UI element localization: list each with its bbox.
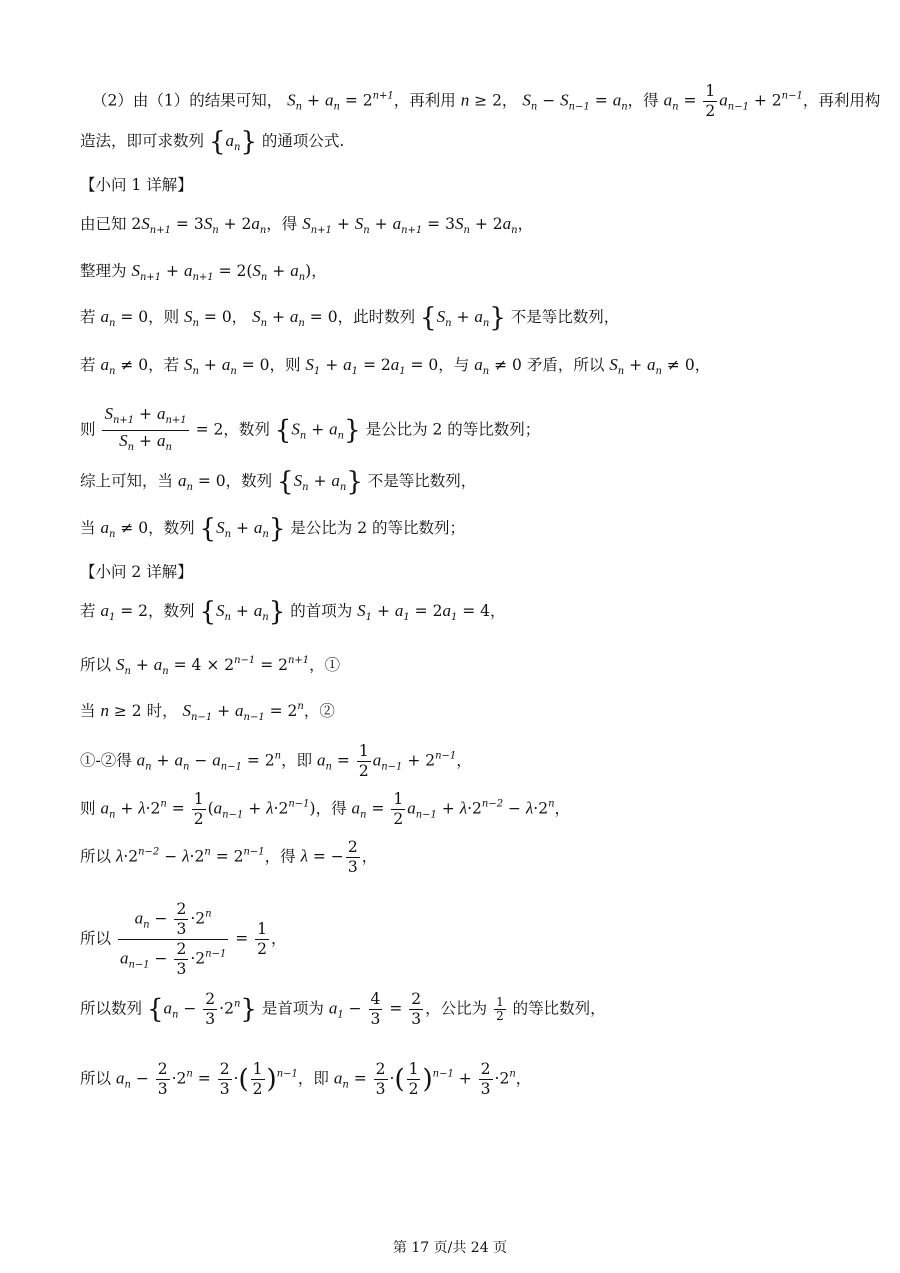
q2-line-2: 所以 $S_n + a_n = 4 \times 2^{n-1} = 2^{n+1}$，①: [80, 655, 341, 677]
analysis-line-2: 造法，即可求数列 $\{a_n\}$ 的通项公式.: [80, 127, 345, 157]
page-footer: 第 17 页/共 24 页: [392, 1240, 508, 1256]
q1-line-4: 若 $a_n \ne 0$，若 $S_n + a_n = 0$，则 $S_1 + a_1 = 2a_1 = 0$，与 $a_n \ne 0$ 矛盾，所以 $S_n + a_n \ne 0$，: [80, 355, 711, 377]
q2-line-6: 所以 $\lambda\cdot 2^{n-2} - \lambda\cdot 2^n = 2^{n-1}$，得 λ = − $\frac{2}{3}$ ，: [80, 838, 378, 876]
q1-line-1: 由已知 $2S_{n+1} = 3S_n + 2a_n$，得 $S_{n+1} + S_n + a_{n+1} = 3S_n + 2a_n$，: [80, 214, 534, 236]
q2-line-3: 当 n ≥ 2 时， $S_{n-1} + a_{n-1} = 2^n$，②: [80, 701, 335, 723]
q1-line-6: 综上可知，当 $a_n = 0$，数列 $\{S_n + a_n\}$ 不是等比数列，: [80, 467, 477, 497]
q1-line-5: 则 $\frac{S_{n+1} + a_{n+1}}{S_n + a_n}$ = 2，数列 $\{S_n + a_n\}$ 是公比为 2 的等比数列；: [80, 404, 541, 453]
q2-line-5: 则 $a_n + \lambda\cdot 2^n$ = $\frac{1}{2}$ $(a_{n-1} + \lambda\cdot 2^{n-1})$，得 $a_n$ = $\frac{1}{2}$ $a_{n-1} + \lambda\cdot 2^{n-2} - \lambda\cdot 2^n$，: [80, 790, 571, 828]
q1-line-3: 若 $a_n = 0$，则 $S_n = 0$， $S_n + a_n = 0$，此时数列 $\{S_n + a_n\}$ 不是等比数列，: [80, 303, 620, 333]
q2-line-1: 若 $a_1 = 2$，数列 $\{S_n + a_n\}$ 的首项为 $S_1 + a_1 = 2a_1 = 4$，: [80, 597, 506, 627]
analysis-line-1: （2）由（1）的结果可知， $S_n + a_n = 2^{n+1}$，再利用 n ≥ 2， $S_n - S_{n-1} = a_n$，得 $a_n$ = $\frac{1}{2}$ $a_{n-1} + 2^{n-1}$，再利用构: [92, 82, 881, 120]
q2-line-9: 所以 $a_n$ − $\frac{2}{3}$ $\cdot 2^n$ = $\frac{2}{3}$ ·( $\frac{1}{2}$ )$^{n-1}$，即 $a_n$ = $\frac{2}{3}$ ·( $\frac{1}{2}$ )$^{n-1}$ + $\frac{2}{3}$ $\cdot 2^n$，: [80, 1060, 532, 1098]
q1-line-7: 当 $a_n \ne 0$，数列 $\{S_n + a_n\}$ 是公比为 2 的等比数列；: [80, 514, 466, 544]
q1-heading: 【小问 1 详解】: [80, 176, 193, 194]
q2-line-8: 所以数列 {$a_n$ − $\frac{2}{3}$ $\cdot 2^n$} 是首项为 $a_1$ − $\frac{4}{3}$ = $\frac{2}{3}$ ，公比为 $\frac{1}{2}$ 的等比数列，: [80, 990, 606, 1028]
q1-line-2: 整理为 $S_{n+1} + a_{n+1} = 2(S_n + a_n)$，: [80, 261, 327, 283]
q2-line-4: ①-②得 $a_n + a_n - a_{n-1} = 2^n$，即 $a_n$ = $\frac{1}{2}$ $a_{n-1} + 2^{n-1}$，: [80, 742, 472, 780]
q2-line-7: 所以 $a_n$ − $\frac{2}{3}$ $\cdot 2^n$ $a_{n-1}$ − $\frac{2}{3}$ $\cdot 2^{n-1}$ = $\frac{1}{2}$ ，: [80, 900, 287, 978]
q2-heading: 【小问 2 详解】: [80, 563, 193, 581]
